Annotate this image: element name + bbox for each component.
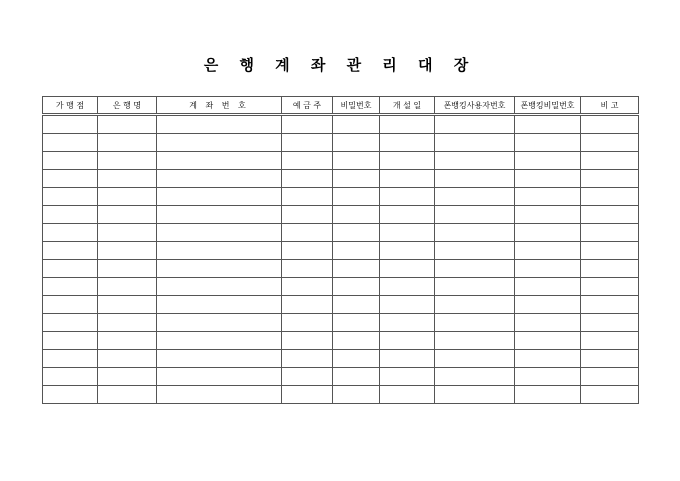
cell-account-number[interactable] <box>157 242 282 260</box>
header-phone-banking-password: 폰뱅킹비밀번호 <box>515 97 581 115</box>
cell-password[interactable] <box>333 188 380 206</box>
cell-remarks[interactable] <box>581 242 639 260</box>
cell-phone-banking-password[interactable] <box>515 188 581 206</box>
cell-password[interactable] <box>333 386 380 404</box>
cell-password[interactable] <box>333 368 380 386</box>
cell-bank-name[interactable] <box>98 296 157 314</box>
cell-phone-banking-password[interactable] <box>515 260 581 278</box>
cell-account-number[interactable] <box>157 368 282 386</box>
cell-account-number[interactable] <box>157 115 282 134</box>
cell-password[interactable] <box>333 134 380 152</box>
cell-phone-banking-password[interactable] <box>515 152 581 170</box>
cell-password[interactable] <box>333 224 380 242</box>
cell-opening-date[interactable] <box>380 350 435 368</box>
cell-opening-date[interactable] <box>380 296 435 314</box>
cell-phone-banking-password[interactable] <box>515 314 581 332</box>
cell-opening-date[interactable] <box>380 242 435 260</box>
cell-remarks[interactable] <box>581 206 639 224</box>
cell-bank-name[interactable] <box>98 350 157 368</box>
cell-password[interactable] <box>333 332 380 350</box>
cell-account-number[interactable] <box>157 170 282 188</box>
cell-phone-banking-password[interactable] <box>515 278 581 296</box>
cell-password[interactable] <box>333 115 380 134</box>
cell-phone-banking-user-number[interactable] <box>435 332 515 350</box>
cell-password[interactable] <box>333 260 380 278</box>
cell-branch[interactable] <box>43 115 98 134</box>
cell-opening-date[interactable] <box>380 386 435 404</box>
table-row <box>43 296 639 314</box>
header-account-holder: 예 금 주 <box>282 97 333 115</box>
cell-bank-name[interactable] <box>98 206 157 224</box>
cell-opening-date[interactable] <box>380 368 435 386</box>
ledger-body <box>43 115 639 404</box>
cell-password[interactable] <box>333 242 380 260</box>
cell-password[interactable] <box>333 278 380 296</box>
cell-phone-banking-password[interactable] <box>515 242 581 260</box>
header-remarks: 비 고 <box>581 97 639 115</box>
cell-opening-date[interactable] <box>380 188 435 206</box>
table-row <box>43 350 639 368</box>
table-row <box>43 115 639 134</box>
cell-account-holder[interactable] <box>282 115 333 134</box>
table-row <box>43 368 639 386</box>
cell-account-number[interactable] <box>157 188 282 206</box>
cell-account-holder[interactable] <box>282 296 333 314</box>
table-row <box>43 278 639 296</box>
cell-branch[interactable] <box>43 332 98 350</box>
cell-account-holder[interactable] <box>282 206 333 224</box>
cell-remarks[interactable] <box>581 332 639 350</box>
cell-password[interactable] <box>333 206 380 224</box>
cell-phone-banking-user-number[interactable] <box>435 134 515 152</box>
cell-opening-date[interactable] <box>380 206 435 224</box>
cell-bank-name[interactable] <box>98 134 157 152</box>
header-branch: 가 맹 점 <box>43 97 98 115</box>
cell-opening-date[interactable] <box>380 224 435 242</box>
cell-password[interactable] <box>333 350 380 368</box>
table-row <box>43 224 639 242</box>
cell-opening-date[interactable] <box>380 278 435 296</box>
cell-account-number[interactable] <box>157 260 282 278</box>
cell-remarks[interactable] <box>581 350 639 368</box>
cell-branch[interactable] <box>43 170 98 188</box>
cell-account-holder[interactable] <box>282 134 333 152</box>
cell-remarks[interactable] <box>581 368 639 386</box>
cell-phone-banking-password[interactable] <box>515 350 581 368</box>
cell-remarks[interactable] <box>581 152 639 170</box>
cell-remarks[interactable] <box>581 170 639 188</box>
cell-account-holder[interactable] <box>282 350 333 368</box>
cell-branch[interactable] <box>43 224 98 242</box>
cell-branch[interactable] <box>43 368 98 386</box>
cell-account-holder[interactable] <box>282 170 333 188</box>
cell-phone-banking-user-number[interactable] <box>435 260 515 278</box>
cell-bank-name[interactable] <box>98 386 157 404</box>
cell-branch[interactable] <box>43 278 98 296</box>
cell-account-holder[interactable] <box>282 224 333 242</box>
cell-phone-banking-password[interactable] <box>515 368 581 386</box>
cell-phone-banking-password[interactable] <box>515 134 581 152</box>
table-row <box>43 134 639 152</box>
cell-phone-banking-user-number[interactable] <box>435 224 515 242</box>
header-row <box>43 97 639 115</box>
cell-remarks[interactable] <box>581 296 639 314</box>
cell-branch[interactable] <box>43 386 98 404</box>
cell-account-holder[interactable] <box>282 332 333 350</box>
cell-branch[interactable] <box>43 242 98 260</box>
bank-account-ledger-table <box>42 96 639 404</box>
cell-opening-date[interactable] <box>380 170 435 188</box>
table-row <box>43 386 639 404</box>
cell-remarks[interactable] <box>581 314 639 332</box>
cell-password[interactable] <box>333 314 380 332</box>
cell-account-holder[interactable] <box>282 188 333 206</box>
cell-phone-banking-user-number[interactable] <box>435 314 515 332</box>
cell-branch[interactable] <box>43 134 98 152</box>
cell-remarks[interactable] <box>581 224 639 242</box>
cell-account-number[interactable] <box>157 350 282 368</box>
cell-bank-name[interactable] <box>98 152 157 170</box>
cell-phone-banking-password[interactable] <box>515 296 581 314</box>
cell-phone-banking-user-number[interactable] <box>435 278 515 296</box>
cell-account-holder[interactable] <box>282 386 333 404</box>
cell-account-holder[interactable] <box>282 152 333 170</box>
cell-bank-name[interactable] <box>98 314 157 332</box>
header-opening-date: 개 설 일 <box>380 97 435 115</box>
cell-bank-name[interactable] <box>98 332 157 350</box>
cell-opening-date[interactable] <box>380 134 435 152</box>
cell-remarks[interactable] <box>581 278 639 296</box>
cell-account-holder[interactable] <box>282 260 333 278</box>
cell-bank-name[interactable] <box>98 278 157 296</box>
cell-opening-date[interactable] <box>380 314 435 332</box>
cell-account-number[interactable] <box>157 296 282 314</box>
document-title: 은 행 계 좌 관 리 대 장 <box>203 56 477 74</box>
cell-branch[interactable] <box>43 206 98 224</box>
cell-account-number[interactable] <box>157 224 282 242</box>
cell-bank-name[interactable] <box>98 188 157 206</box>
cell-phone-banking-password[interactable] <box>515 170 581 188</box>
cell-account-number[interactable] <box>157 278 282 296</box>
cell-phone-banking-password[interactable] <box>515 224 581 242</box>
table-row <box>43 260 639 278</box>
cell-phone-banking-user-number[interactable] <box>435 170 515 188</box>
cell-account-number[interactable] <box>157 332 282 350</box>
cell-phone-banking-user-number[interactable] <box>435 115 515 134</box>
cell-phone-banking-user-number[interactable] <box>435 386 515 404</box>
cell-account-holder[interactable] <box>282 368 333 386</box>
cell-bank-name[interactable] <box>98 368 157 386</box>
cell-branch[interactable] <box>43 188 98 206</box>
cell-password[interactable] <box>333 152 380 170</box>
cell-remarks[interactable] <box>581 115 639 134</box>
cell-phone-banking-user-number[interactable] <box>435 206 515 224</box>
cell-account-holder[interactable] <box>282 242 333 260</box>
cell-remarks[interactable] <box>581 188 639 206</box>
cell-opening-date[interactable] <box>380 260 435 278</box>
cell-phone-banking-user-number[interactable] <box>435 188 515 206</box>
cell-phone-banking-user-number[interactable] <box>435 368 515 386</box>
cell-remarks[interactable] <box>581 260 639 278</box>
cell-password[interactable] <box>333 296 380 314</box>
cell-branch[interactable] <box>43 350 98 368</box>
cell-account-number[interactable] <box>157 134 282 152</box>
cell-phone-banking-user-number[interactable] <box>435 296 515 314</box>
cell-remarks[interactable] <box>581 134 639 152</box>
cell-opening-date[interactable] <box>380 115 435 134</box>
header-phone-banking-user-number: 폰뱅킹사용자번호 <box>435 97 515 115</box>
cell-phone-banking-user-number[interactable] <box>435 242 515 260</box>
cell-branch[interactable] <box>43 152 98 170</box>
cell-phone-banking-user-number[interactable] <box>435 350 515 368</box>
table-row <box>43 188 639 206</box>
header-password: 비밀번호 <box>333 97 380 115</box>
cell-account-number[interactable] <box>157 314 282 332</box>
cell-account-number[interactable] <box>157 386 282 404</box>
cell-branch[interactable] <box>43 314 98 332</box>
cell-account-number[interactable] <box>157 206 282 224</box>
cell-account-number[interactable] <box>157 152 282 170</box>
cell-bank-name[interactable] <box>98 115 157 134</box>
cell-phone-banking-password[interactable] <box>515 386 581 404</box>
table-row <box>43 332 639 350</box>
header-bank-name: 은 행 명 <box>98 97 157 115</box>
cell-bank-name[interactable] <box>98 260 157 278</box>
cell-phone-banking-password[interactable] <box>515 206 581 224</box>
cell-bank-name[interactable] <box>98 224 157 242</box>
table-row <box>43 242 639 260</box>
cell-opening-date[interactable] <box>380 332 435 350</box>
table-row <box>43 152 639 170</box>
cell-branch[interactable] <box>43 260 98 278</box>
cell-account-holder[interactable] <box>282 314 333 332</box>
cell-bank-name[interactable] <box>98 242 157 260</box>
cell-phone-banking-user-number[interactable] <box>435 152 515 170</box>
header-account-number: 계 좌 번 호 <box>157 97 282 115</box>
cell-branch[interactable] <box>43 296 98 314</box>
cell-remarks[interactable] <box>581 386 639 404</box>
table-row <box>43 170 639 188</box>
cell-opening-date[interactable] <box>380 152 435 170</box>
table-row <box>43 314 639 332</box>
cell-phone-banking-password[interactable] <box>515 332 581 350</box>
table-row <box>43 206 639 224</box>
cell-phone-banking-password[interactable] <box>515 115 581 134</box>
cell-bank-name[interactable] <box>98 170 157 188</box>
cell-account-holder[interactable] <box>282 278 333 296</box>
cell-password[interactable] <box>333 170 380 188</box>
